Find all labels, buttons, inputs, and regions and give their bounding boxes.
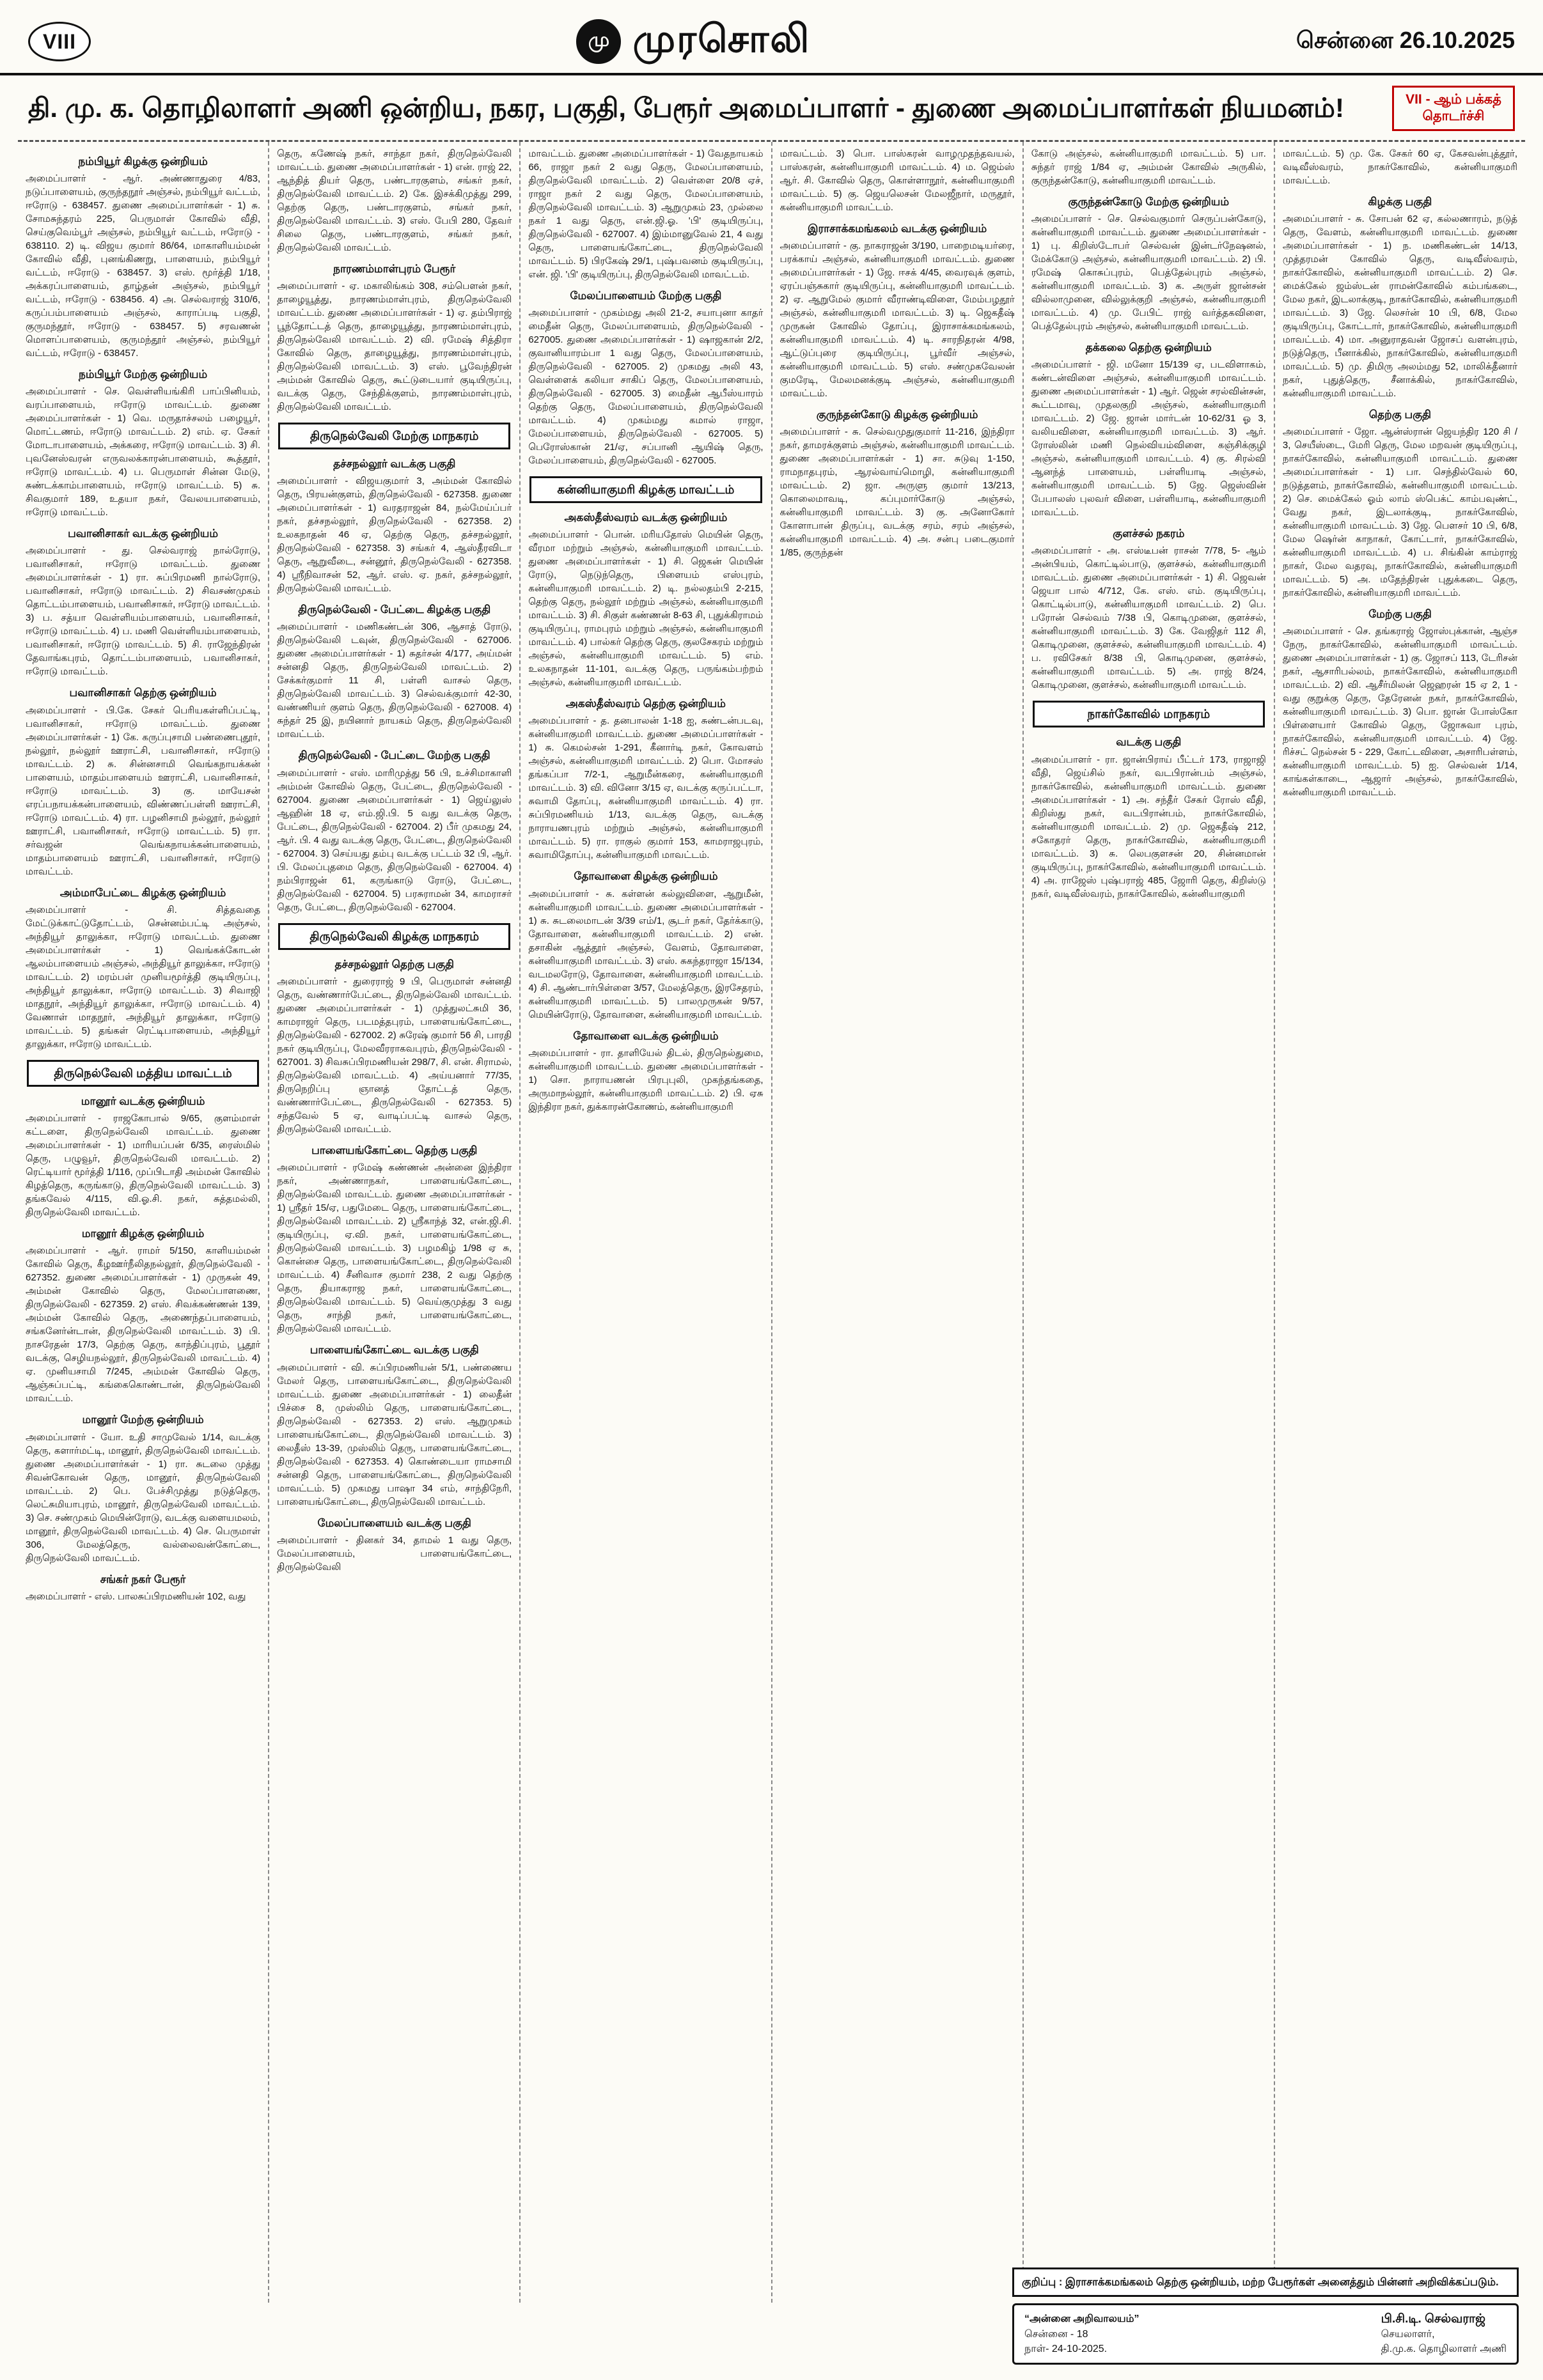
district-heading: நாகர்கோவில் மாநகரம்	[1033, 701, 1265, 727]
body-text: அமைப்பாளர் - சு. செல்வமுதுகுமார் 11-216, இந்திரா நகர், தாமரக்குளம் அஞ்சல், கன்னியாகுமரி மாவட்டம். துணை அமைப்பாளர்கள் - 1) சா. சுடுவு 1-150, ராமநாதபுரம், ஆரல்வாய்மொழி, கன்னியாகுமரி மாவட்டம். 2) ஜா. அருளு குமார் 13/213, கொலைமாவடி, கப்புமார்கோடு அஞ்சல், கன்னியாகுமரி மாவட்டம். 3) கு. அனோகோர் கோளாபான் திருப்பு, வடக்கு சரம், சரம் அஞ்சல், கன்னியாகுமரி மாவட்டம். 4) அ. சன்பு படைகுமார் 1/85, குருந்தன்	[779, 426, 1015, 558]
note-box: குறிப்பு : இராசாக்கமங்கலம் தெற்கு ஒன்றியம், மற்ற பேரூர்கள் அனைத்தும் பின்னர் அறிவிக்கப்படும்.	[1012, 2267, 1519, 2297]
column-5	[1024, 142, 1275, 2303]
section-heading: நாரணம்மாள்புரம் பேரூர்	[333, 262, 456, 275]
section-heading: பவானிசாகர் வடக்கு ஒன்றியம்	[68, 527, 219, 540]
section-heading: குருந்தன்கோடு கிழக்கு ஒன்றியம்	[816, 408, 978, 421]
district-heading: திருநெல்வேலி மத்திய மாவட்டம்	[27, 1060, 259, 1087]
murasoli-logo-icon	[576, 19, 621, 64]
signatory-title: செயலாளர்,	[1381, 2329, 1435, 2340]
body-text: அமைப்பாளர் - தினகர் 34, தாமல் 1 வது தெரு, மேலப்பாளையம், பாளையங்கோட்டை, திருநெல்வேலி	[277, 1534, 512, 1573]
section-heading: குளச்சல் நகரம்	[1113, 527, 1185, 540]
section-heading: தச்சநல்லூர் தெற்கு பகுதி	[334, 958, 455, 970]
district-heading: திருநெல்வேலி கிழக்கு மாநகரம்	[278, 923, 510, 950]
body-text: அமைப்பாளர் - அ. எஸ்டீபன் ராசன் 7/78, 5- ஆம் அன்பியம், கொட்டில்பாடு, குளச்சல், கன்னியாகுமரி மாவட்டம். துணை அமைப்பாளர்கள் - 1) சி. ஜெவன் ஜெயா பால் 4/712, கே. எஸ். எம். குடியிருப்பு, கொட்டில்பாடு, கன்னியாகுமரி மாவட்டம். 2) பெ. பரோன் செல்வம் 7/38 பி, கொடிமுனை, குளச்சல், கன்னியாகுமரி மாவட்டம். 3) கே. வேஜிதர் 112 சி, கொடிமுனை, குளச்சல், கன்னியாகுமரி மாவட்டம். 4) ப. ரவிசேகர் 8/38 பி, கொடிமுனை, குளச்சல், கன்னியாகுமரி மாவட்டம். 5) அ. ராஜ் 8/24, கொடிமுனை, குளச்சல், கன்னியாகுமரி மாவட்டம்.	[1031, 545, 1266, 691]
district-heading: கன்னியாகுமரி கிழக்கு மாவட்டம்	[529, 476, 762, 503]
signatory-name: பி.சி.டி. செல்வராஜ்	[1381, 2312, 1485, 2326]
body-text: அமைப்பாளர் - வி. சுப்பிரமணியன் 5/1, பண்ணைய மேலர் தெரு, பாளையங்கோட்டை, திருநெல்வேலி மாவட்டம். துணை அமைப்பாளர்கள் - 1) லைதீன் பிச்சை 8, முஸ்லிம் தெரு, பாளையங்கோட்டை, திருநெல்வேலி - 627353. 2) எஸ். ஆறுமுகம் பாளையங்கோட்டை, திருநெல்வேலி மாவட்டம். 3) லைதீஸ் 13-39, முஸ்லிம் தெரு, பாளையங்கோட்டை, திருநெல்வேலி - 627353. 4) கொண்டையா ராமசாமி சன்னதி தெரு, பாளையங்கோட்டை, திருநெல்வேலி மாவட்டம். 5) முகமது பாஷா 34 எம், சாந்திநேரி, பாளையங்கோட்டை, திருநெல்வேலி மாவட்டம்.	[277, 1362, 512, 1507]
section-heading: தெற்கு பகுதி	[1368, 408, 1432, 421]
body-text: அமைப்பாளர் - ரா. ஜான்பிராய் பீட்டர் 173, ராஜாஜி வீதி, ஜெய்சில் நகர், வடபிரான்பம் அஞ்சல், நாகர்கோவில், கன்னியாகுமரி மாவட்டம். துணை அமைப்பாளர்கள் - 1) அ. சந்தீர் சேகர் ரோஸ் வீதி, கிறிஸ்து நகர், வடபிரான்பம், நாகர்கோவில், கன்னியாகுமரி மாவட்டம். 2) மு. ஜெகதீஷ் 212, சகோதரர் தெரு, நாகர்கோவில், கன்னியாகுமரி மாவட்டம். 3) சு. லெபகுளசன் 20, சின்னமான் குடியிருப்பு, நாகர்கோவில், கன்னியாகுமரி மாவட்டம். 4) அ. ராஜேஸ் புஷ்பராஜ் 485, ஜோரி தெரு, கிறிஸ்டு நகர், வடிவீஸ்வரம், நாகர்கோவில், கன்னியாகுமரி	[1031, 754, 1266, 899]
district-heading: திருநெல்வேலி மேற்கு மாநகரம்	[278, 423, 510, 449]
body-text: அமைப்பாளர் - செ. தங்கராஜ் ஜோஸ்புக்கான், ஆஞ்ச நேரு, நாகர்கோவில், கன்னியாகுமரி மாவட்டம். துணை அமைப்பாளர்கள் - 1) கு. ஜோசப் 113, டேரிசன் நகர், ஆசாரிபல்லம், நாகர்கோவில், கன்னியாகுமரி மாவட்டம். 2) வி. ஆசீர்மிலன் ஜெஹரன் 15 ஏ 2, 1 - வது குறுக்கு தெரு, தேரேனன் நகர், நாகர்கோவில், கன்னியாகுமரி மாவட்டம். 3) பொ. ஜான் போஸ்கோ பிள்ளையார் கோவில் தெரு, ஜோசுவா புரம், நாகர்கோவில், கன்னியாகுமரி மாவட்டம். 4) ஜே. ரிச்சட் நெல்சன் 5 - 229, கோட்டவிளை, அசாரிபள்ளம், கன்னியாகுமரி மாவட்டம். 5) ஐ. செல்வன் 1/14, காங்கள்காடை, ஆஜார் அஞ்சல், நாகர்கோவில், கன்னியாகுமரி மாவட்டம்.	[1282, 626, 1518, 798]
body-text: அமைப்பாளர் - சி. சித்தவதை மேட்டுக்காட்டுதோட்டம், சென்னம்பட்டி அஞ்சல், அந்தியூர் தாலுக்கா, ஈரோடு மாவட்டம். துணை அமைப்பாளர்கள் - 1) வெங்கக்கோடன் ஆலம்பாளையம் அஞ்சல், அந்தியூர் தாலுக்கா, ஈரோடு மாவட்டம். 2) மரம்பள் முனியமூர்த்தி குடியிருப்பு, அந்தியூர் தாலுக்கா, ஈரோடு மாவட்டம். 3) சிவாஜி மாதநூர், அந்தியூர் தாலுக்கா, ஈரோடு மாவட்டம். 4) வேணாள் மாதநூர், அந்தியூர் தாலுக்கா, ஈரோடு மாவட்டம். 5) தங்கள் ரெட்டிபாளையம், அந்தியூர் தாலுக்கா, ஈரோடு மாவட்டம்.	[26, 904, 261, 1050]
columns	[18, 140, 1525, 2303]
body-text: அமைப்பாளர் - ஜோ. ஆன்ஸ்ரான் ஜெயந்திர 120 சி / 3, செயீஸ்டை, மேரி தெரு, மேல மறவன் குடியிருப்பு, நாகர்கோவில், கன்னியாகுமரி மாவட்டம். துணை அமைப்பாளர்கள் - 1) பா. செந்தில்வேல் 60, நடுத்தளம், நாகர்கோவில், கன்னியாகுமரி மாவட்டம். 2) செ. மைக்கேல் ஓம் லாம் ஸ்பெக்ட் காம்பவுண்ட், வேது நகர், இடலாக்குடி, நாகர்கோவில், கன்னியாகுமரி மாவட்டம். 3) ஜே. பௌசர் 10 பி, 6/8, மேல ஷெர்ன் காநாகர், கோட்டார், நாகர்கோவில், கன்னியாகுமரி மாவட்டம். 4) ப. சிங்கின் காம்ராஜ் நாகர், மேல வதரவு, நாகர்கோவில், கன்னியாகுமரி மாவட்டம். 5) அ. மதேந்திரன் புதுக்கடை தெரு, நாகர்கோவில், கன்னியாகுமரி மாவட்டம்.	[1282, 426, 1518, 598]
city-and-date: சென்னை 26.10.2025	[1296, 26, 1515, 53]
section-heading: தோவாளை கிழக்கு ஒன்றியம்	[574, 870, 718, 883]
body-text: அமைப்பாளர் - ராஜகோபால் 9/65, குளம்மாள் கட்டளை, திருநெல்வேலி மாவட்டம். துணை அமைப்பாளர்கள் - 1) மாரியப்பன் 6/35, ரைஸ்மில் தெரு, பழுவூர், திருநெல்வேலி மாவட்டம். 2) ரெட்டியார் மூர்த்தி 1/116, முப்பிடாதி அம்மன் கோவில் கிழத்தெரு, கருங்காடு, திருநெல்வேலி மாவட்டம். 3) தங்கவேல் 4/115, வி.ஓ.சி. நகர், சுத்தமல்லி, திருநெல்வேலி மாவட்டம்.	[26, 1113, 261, 1218]
main-headline: தி. மு. க. தொழிலாளர் அணி ஒன்றிய, நகர, பகுதி, பேரூர் அமைப்பாளர் - துணை அமைப்பாளர்கள் நியமனம்!	[28, 93, 1344, 123]
section-heading: மேற்கு பகுதி	[1368, 608, 1432, 620]
section-heading: சங்கர் நகர் பேரூர்	[100, 1573, 186, 1585]
headline-row	[0, 75, 1543, 140]
column-3	[521, 142, 772, 2303]
body-text: அமைப்பாளர் - ரமேஷ் கண்ணன் அன்னை இந்திரா நகர், அண்ணாநகர், பாளையங்கோட்டை, திருநெல்வேலி மாவட்டம். துணை அமைப்பாளர்கள் - 1) ஸ்ரீதர் 15/ஏ, பதுமேடை தெரு, பாளையங்கோட்டை, திருநெல்வேலி மாவட்டம். 2) ஸ்ரீகாந்த் 32, என்.ஜி.சி. குடியிருப்பு, ஏ.வி. நகர், பாளையங்கோட்டை, திருநெல்வேலி மாவட்டம். 3) பழமகிழ் 1/98 ஏ சு, கொன்சை தெரு, பாளையங்கோட்டை, திருநெல்வேலி மாவட்டம். 4) சீனிவாச குமார் 238, 2 வது தெற்கு தெரு, தியாகராஜ நகர், பாளையங்கோட்டை, திருநெல்வேலி மாவட்டம். 5) வெய்குமுத்து 3 வது தெரு, சாந்தி நகர், பாளையங்கோட்டை, திருநெல்வேலி மாவட்டம்.	[277, 1162, 512, 1335]
section-heading: வடக்கு பகுதி	[1116, 736, 1182, 749]
body-text: அமைப்பாளர் - ஆர். ராமர் 5/150, காளியம்மன் கோவில் தெரு, கீழஊர்நீலிதநல்லூர், திருநெல்வேலி - 627352. துணை அமைப்பாளர்கள் - 1) முருகன் 49, அம்மன் கோவில் தெரு, மேலப்பாளணை, திருநெல்வேலி - 627359. 2) எஸ். சிவக்கண்ணன் 139, அம்மன் கோவில் தெரு, அணைந்தப்பாளையம், சங்கனேர்ன்டான், திருநெல்வேலி மாவட்டம். 3) பி. நாசரேதன் 17/3, தெற்கு தெரு, காந்திப்புரம், பூதூர் வடக்கு, செழியநல்லூர், திருநெல்வேலி மாவட்டம். 4) ஏ. முனியசாமி 7/245, அம்மன் கோவில் தெரு, ஆஞ்சுப்பட்டி, கங்கைகொண்டான், திருநெல்வேலி மாவட்டம்.	[26, 1245, 261, 1404]
column-6	[1275, 142, 1525, 2303]
section-heading: தச்சநல்லூர் வடக்கு பகுதி	[333, 457, 456, 470]
masthead-title: முரசொலி	[632, 17, 811, 60]
section-heading: மானூர் கிழக்கு ஒன்றியம்	[81, 1227, 205, 1240]
body-text: அமைப்பாளர் - சு. கள்ளன் கல்லுவிளை, ஆறுமீன், கன்னியாகுமரி மாவட்டம். துணை அமைப்பாளர்கள் - 1) சு. சுடலைமாடன் 3/39 எம்/1, சூடர் நகர், தேர்க்காடு, தோவாளை, கன்னியாகுமரி மாவட்டம். 2) என். தசாகின் ஆத்தூர் அஞ்சல், வேளம், தோவாளை, கன்னியாகுமரி மாவட்டம். 3) எஸ். சுகந்தராஜா 15/134, வடமலரோடு, தோவாளை, கன்னியாகுமரி மாவட்டம். 4) சி. ஆண்டார்பிள்ளை 3/57, மேலத்தெரு, இரசேதரம், கன்னியாகுமரி மாவட்டம். 5) பாலமுருகன் 9/57, மெயின்ரோடு, தோவாளை, கன்னியாகுமரி மாவட்டம்.	[528, 888, 764, 1020]
column-2	[269, 142, 521, 2303]
body-text: அமைப்பாளர் - யோ. உதி சாமுவேல் 1/14, வடக்கு தெரு, களார்மட்டி, மானூர், திருநெல்வேலி மாவட்டம். துணை அமைப்பாளர்கள் - 1) ரா. சுடலை முத்து சிவன்கோவன் தெரு, மானூர், திருநெல்வேலி மாவட்டம். 2) பெ. பேச்சிமுத்து நடுத்தெரு, லெட்சுமியாபுரம், மானூர், திருநெல்வேலி மாவட்டம். 3) செ. சண்முகம் மெயின்ரோடு, வடக்கு வளையமலம், மானூர், திருநெல்வேலி மாவட்டம். 4) செ. பெருமாள் 306, மேலத்தெரு, வல்லைவன்கோட்டை, திருநெல்வேலி மாவட்டம்.	[26, 1431, 261, 1564]
section-heading: பாளையங்கோட்டை தெற்கு பகுதி	[311, 1144, 478, 1157]
body-text: அமைப்பாளர் - விஜயகுமார் 3, அம்மன் கோவில் தெரு, பிரயன்குளம், திருநெல்வேலி - 627358. துணை அமைப்பாளர்கள் - 1) வரதராஜன் 84, நல்மேய்ப்பர் நகர், தச்சநல்லூர், திருநெல்வேலி - 627358. 2) உலகநாதன் 46 ஏ, தெற்கு தெரு, தச்சநல்லூர், திருநெல்வேலி - 627358. 3) சங்கர் 4, ஆஸ்தீரவிடா தெரு, ஆறுவீடை, சன்னூர், திருநெல்வேலி - 627358. 4) ஸ்ரீநிவாசன் 52, ஆர். எஸ். ஏ. நகர், தச்சநல்லூர், திருநெல்வேலி மாவட்டம்.	[277, 476, 512, 595]
footer-overlay	[1012, 2267, 1519, 2365]
signature-right	[1381, 2312, 1507, 2356]
body-text: அமைப்பாளர் - த. தனபாலன் 1-18 ஐ, சுண்டன்படவு, கன்னியாகுமரி மாவட்டம். துணை அமைப்பாளர்கள் - 1) சு. கெமல்சன் 1-291, கீனார்டி நகர், கோவளம் அஞ்சல், கன்னியாகுமரி மாவட்டம். 2) பொ. மோசஸ் தங்கப்பா 7/2-1, ஆறுமீன்கரை, கன்னியாகுமரி மாவட்டம். 3) வி. வினோ 3/15 ஏ, வடக்கு கருப்பட்டா, சுவாமி தோப்பு, கன்னியாகுமரி மாவட்டம். 4) ரா. சுப்பிரமணியம் 1/13, வடக்கு தெரு, வடக்கு நாராயணபுரம் மற்றும் அஞ்சல், கன்னியாகுமரி மாவட்டம். 5) ரா. ராகுல் குமார் 153, காமராஜபுரம், சுவாமிதோப்பு, கன்னியாகுமரி மாவட்டம்.	[528, 715, 764, 861]
body-text: அமைப்பாளர் - ஜி. மனோ 15/139 ஏ, படவிளாகம், கண்டன்விளை அஞ்சல், கன்னியாகுமரி மாவட்டம். துணை அமைப்பாளர்கள் - 1) ஆர். ஜென் சரல்வின்சன், கூட்டமாவு, முதலகுறி அஞ்சல், கன்னியாகுமரி மாவட்டம். 2) ஜே. ஜான் மார்டன் 10-62/31 ஓ 3, வலியவிளை, கன்னியாகுமரி மாவட்டம். 3) ஆர். ரோஸ்லின் மணி நெல்வியம்விளை, கஞ்சிக்குழி அஞ்சல், கன்னியாகுமரி மாவட்டம். 4) கு. சிரல்வி ஆனந்த் பாளையம், பள்ளியாடி அஞ்சல், கன்னியாகுமரி மாவட்டம். 5) ஜே. ஜெஸ்வின் பேபாலஸ் புலவர் விளை, பள்ளியாடி, கன்னியாகுமரி மாவட்டம்.	[1031, 359, 1266, 518]
section-heading: மேலப்பாளையம் மேற்கு பகுதி	[570, 289, 722, 302]
body-text: அமைப்பாளர் - மணிகண்டன் 306, ஆசாத் ரோடு, திருநெல்வேலி டவுன், திருநெல்வேலி - 627006. துணை அமைப்பாளர்கள் - 1) சுதர்சன் 4/177, அய்மன் சன்னதி தெரு, திருநெல்வேலி மாவட்டம். 2) சேக்கர்குமார் 11 சி, பள்ளி வாசல் தெரு, திருநெல்வேலி மாவட்டம். 3) செல்வக்குமார் 42-30, வண்ணியர் குளம் தெரு, திருநெல்வேலி - 627008. 4) சுந்தர் 25 இ, நயினார் நாயகம் தெரு, திருநெல்வேலி மாவட்டம்.	[277, 621, 512, 740]
continued-from-box: VII - ஆம் பக்கத் தொடர்ச்சி	[1392, 86, 1515, 131]
column-1	[18, 142, 269, 2303]
section-heading: நம்பியூர் மேற்கு ஒன்றியம்	[78, 368, 208, 380]
section-heading: கிழக்கு பகுதி	[1368, 195, 1432, 208]
body-text: மாவட்டம். 3) பொ. பாஸ்கரன் வாழமுதந்தவயல், பாஸ்கரன், கன்னியாகுமரி மாவட்டம். 4) ம. ஜெம்ஸ் ஆர். சி. கோவில் தெரு, கொள்ளாநூர், கன்னியாகுமரி மாவட்டம். 5) கு. ஜெயலெசன் மேலஜீநார், மருதூர், கன்னியாகுமரி மாவட்டம்.	[779, 148, 1015, 213]
body-text: அமைப்பாளர் - சு. சோபன் 62 ஏ, கல்லணாரம், நடுத் தெரு, வேளம், கன்னியாகுமரி மாவட்டம். துணை அமைப்பாளர்கள் - 1) ந. மணிகண்டன் 14/13, முத்தரமன் கோவில் தெரு, வடிவீஸ்வரம், நாகர்கோவில், கன்னியாகுமரி மாவட்டம். 2) செ. மைக்கேல் ஜம்ஸ்டன் ராமன்கோவில் கம்பங்கடை, மேல நகர், இடலாக்குடி, நாகர்கோவில், கன்னியாகுமரி மாவட்டம். 3) ஜே. லெசர்ன் 10 பி, 6/8, மேல குடியிருப்பு, கோட்டார், நாகர்கோவில், கன்னியாகுமரி மாவட்டம். 4) மா. அனுராதவன் ஜோசப் வளன்புரம், நடுத்தெரு, பீனாக்கில், நாகர்கோவில், கன்னியாகுமரி மாவட்டம். 5) மு. திமிரு அலம்மது 52, மாலிக்தீனார் நகர், புதுத்தெரு, சீனாக்கில், நாகர்கோவில், கன்னியாகுமரி மாவட்டம்.	[1282, 213, 1518, 399]
body-text: அமைப்பாளர் - எஸ். பாலசுப்பிரமணியன் 102, வது	[26, 1591, 246, 1602]
page-number-badge	[28, 22, 91, 61]
section-heading: பாளையங்கோட்டை வடக்கு பகுதி	[309, 1344, 479, 1357]
signatory-org: தி.மு.க. தொழிலாளர் அணி	[1381, 2343, 1507, 2354]
office-city: சென்னை - 18	[1024, 2328, 1088, 2340]
body-text: அமைப்பாளர் - பொன். மரியதோஸ் மெயின் தெரு, வீரமா மற்றும் அஞ்சல், கன்னியாகுமரி மாவட்டம். துணை அமைப்பாளர்கள் - 1) சி. ஜெகன் மெயின் ரோடு, நெடுந்தெரு, பிளையம் எஸ்புரம், கன்னியாகுமரி மாவட்டம். 2) டி. நல்லதம்பி 2-215, தெற்கு தெரு, நல்லூர் மற்றும் அஞ்சல், கன்னியாகுமரி மாவட்டம். 3) சி. சிகுள் கண்ணன் 8-63 சி, புதுக்கிராமம் குடியிருப்பு, ராமபுரம் மற்றும் அஞ்சல், கன்னியாகுமரி மாவட்டம். 4) பால்கர் தெற்கு தெரு, குலசேகரம் மற்றும் அஞ்சல், கன்னியாகுமரி மாவட்டம். 5) எம். உலகநாதன் 11-101, வடக்கு தெரு, பருங்கம்பற்றம் அஞ்சல், கன்னியாகுமரி மாவட்டம்.	[528, 529, 764, 688]
section-heading: தக்கலை தெற்கு ஒன்றியம்	[1085, 341, 1212, 354]
body-text: அமைப்பாளர் - செ. வெள்ளியங்கிரி பாப்பினியம், வரப்பாளையம், ஈரோடு மாவட்டம். துணை அமைப்பாளர்கள் - 1) வெ. மருதாச்சலம் பழையூர், மொட்டணம், ஈரோடு மாவட்டம். 2) எம். ஏ. சேகர் மோடாபாளையம், அக்கரை, ஈரோடு மாவட்டம். 3) சி. புவனேஸ்வரன் எருவலக்காரன்பாளையம், கூத்தூர், ஈரோடு மாவட்டம். 4) ப. பெருமாள் சின்ன மேடு, சுண்டக்காம்பாளையம், ஈரோடு மாவட்டம். 5) சு. சிவகுமார் 189, உதயா நகர், வேலயபாளையம், ஈரோடு மாவட்டம்.	[26, 386, 261, 518]
body-text: அமைப்பாளர் - செ. செல்வகுமார் செருப்பன்கோடு, கன்னியாகுமரி மாவட்டம். துணை அமைப்பாளர்கள் - 1) பு. கிறிஸ்டோபர் செல்வன் இன்டர்நேஷனல், மேக்கோடு அஞ்சல், கன்னியாகுமரி மாவட்டம். 2) பி. ரமேஷ் கொசுப்புரம், பெத்தேல்புரம் அஞ்சல், கன்னியாகுமரி மாவட்டம். 3) க. அருள் ஜான்சன் வில்லாமுனை, வில்லுக்குறி அஞ்சல், கன்னியாகுமரி மாவட்டம். 4) மு. பேபிட் ராஜ் வர்த்தகவிளை, பெத்தேல்புரம் அஞ்சல், கன்னியாகுமரி மாவட்டம்.	[1031, 213, 1266, 332]
body-text: தெரு, கணேஷ் நகர், சாந்தா நகர், திருநெல்வேலி மாவட்டம். துணை அமைப்பாளர்கள் - 1) என். ராஜ் 22, ஆந்தித் தியர் தெரு, பண்டாரகுளம், சங்கர் நகர், திருநெல்வேலி மாவட்டம். 2) கே. இசக்கிமுத்து 299, தெற்கு தெரு, பண்டாரகுளம், சங்கர் நகர், திருநெல்வேலி மாவட்டம். 3) எஸ். பேபி 280, தேவர் சிலை தெரு, பண்டாரகுளம், சங்கர் நகர், திருநெல்வேலி மாவட்டம்.	[277, 148, 512, 253]
section-heading: மேலப்பாளையம் வடக்கு பகுதி	[317, 1516, 471, 1529]
section-heading: அகஸ்தீஸ்வரம் தெற்கு ஒன்றியம்	[565, 697, 726, 710]
section-heading: மானூர் மேற்கு ஒன்றியம்	[82, 1413, 204, 1426]
section-heading: குருந்தன்கோடு மேற்கு ஒன்றியம்	[1068, 195, 1230, 208]
notice-date: நாள்- 24-10-2025.	[1024, 2343, 1108, 2354]
body-text: மாவட்டம். 5) மு. கே. சேகர் 60 ஏ, கேசவன்புத்தூர், வடிவீஸ்வரம், நாகர்கோவில், கன்னியாகுமரி மாவட்டம்.	[1282, 148, 1518, 186]
body-text: கோடு அஞ்சல், கன்னியாகுமரி மாவட்டம். 5) பா. சுந்தர் ராஜ் 1/84 ஏ, அம்மன் கோவில் அருகில், குருந்தன்கோடு, கன்னியாகுமரி மாவட்டம்.	[1031, 148, 1266, 186]
logo-glyph: மு	[588, 29, 610, 51]
body-text: அமைப்பாளர் - ஆர். அண்ணாதுரை 4/83, நடுப்பாளையம், குருந்தநூர் அஞ்சல், நம்பியூர் வட்டம், ஈரோடு - 638457. துணை அமைப்பாளர்கள் - 1) சு. சோமசுந்தரம் 225, பெருமாள் கோவில் வீதி, செய்குவெம்பூர் அஞ்சல், நம்பியூர் வட்டம், ஈரோடு - 638110. 2) டி. விஜய குமார் 86/64, மாகாளியம்மன் கோவில் வீதி, புனங்கிணறு, பாளையம், நம்பியூர் வட்டம், ஈரோடு - 638457. 3) எஸ். மூர்த்தி 1/18, அக்கரப்பாளையம், தாழ்தன் அஞ்சல், நம்பியூர் வட்டம், ஈரோடு - 638456. 4) அ. செல்வராஜ் 310/6, கருப்பம்பாளையம் அஞ்சல், காராப்படி பகுதி, குருமந்தூர், ஈரோடு - 638457. 5) சரவணன் மொளப்பாளையம், குருமந்தூர் அஞ்சல், நம்பியூர் வட்டம், ஈரோடு - 638457.	[26, 173, 261, 359]
section-heading: தோவாளை வடக்கு ஒன்றியம்	[573, 1029, 719, 1042]
section-heading: நம்பியூர் கிழக்கு ஒன்றியம்	[78, 155, 208, 167]
signature-left	[1024, 2312, 1140, 2356]
body-text: அமைப்பாளர் - து. செல்வராஜ் நால்ரோடு, பவானிசாகர், ஈரோடு மாவட்டம். துணை அமைப்பாளர்கள் - 1) ரா. சுப்பிரமணி நால்ரோடு, பவானிசாகர், ஈரோடு மாவட்டம். 2) சிவசண்முகம் தொட்டம்பாளையம், பவானிசாகர், ஈரோடு மாவட்டம். 3) ப. சத்யா வெள்ளியம்பாளையம், பவானிசாகர், ஈரோடு மாவட்டம். 4) ப. மணி வெள்ளியம்பாளையம், பவானிசாகர், ஈரோடு மாவட்டம். 5) சி. ராஜேந்திரன் தேவாங்கபுரம், தொட்டம்பாளையம், பவானிசாகர், ஈரோடு மாவட்டம்.	[26, 545, 261, 678]
body-text: அமைப்பாளர் - பி.கே. சேகர் பெரியகள்ளிப்பட்டி, பவானிசாகர், ஈரோடு மாவட்டம். துணை அமைப்பாளர்கள் - 1) கே. கருப்புசாமி பண்ணைபுதூர், நல்லூர், நல்லூர் ஊராட்சி, பவானிசாகர், ஈரோடு மாவட்டம். 2) சு. சின்னசாமி வெங்கநாயக்கன் பாளையம், மாதம்பாளையம் ஊராட்சி, பவானிசாகர், ஈரோடு மாவட்டம். 3) கு. மாயேசன் எரப்பநாயக்கன்பாளையம், விண்ணப்பள்ளி ஊராட்சி, ஈரோடு மாவட்டம். 4) ரா. பழனிசாமி நல்லூர், நல்லூர் ஊராட்சி, பவானிசாகர், ஈரோடு மாவட்டம். 5) ரா. சர்வஜன் வெங்கநாயக்கன்பாளையம், மாதம்பாளையம் ஊராட்சி, பவானிசாகர், ஈரோடு மாவட்டம்.	[26, 704, 261, 877]
body-text: அமைப்பாளர் - எஸ். மாரிமுத்து 56 பி, உச்சிமாகாளி அம்மன் கோவில் தெரு, பேட்டை, திருநெல்வேலி - 627004. துணை அமைப்பாளர்கள் - 1) ஜெய்லுஸ் ஆஹின் 18 ஏ, எம்.ஜி.பி. 5 வது வடக்கு தெரு, பேட்டை, திருநெல்வேலி - 627004. 2) பீர் முகமது 24, ஆர். பி. 4 வது வடக்கு தெரு, பேட்டை, திருநெல்வேலி - 627004. 3) செய்யது தம்பு வடக்கு பட்டம் 32 பி, ஆர். பி. மேலப்புதமை தெரு, திருநெல்வேலி - 627004. 4) நம்பிராஜன் 61, கருங்காடு ரோடு, பேட்டை, திருநெல்வேலி - 627004. 5) பரசுராமன் 34, காமராசர் தெரு, பேட்டை, திருநெல்வேலி - 627004.	[277, 767, 512, 913]
body-text: அமைப்பாளர் - முகம்மது அலி 21-2, சயாபுனா காதர் மைதீன் தெரு, மேலப்பாளையம், திருநெல்வேலி - 627005. துணை அமைப்பாளர்கள் - 1) ஷாஜகான் 2/2, குவானியாரம்பா 1 வது தெரு, மேலப்பாளையம், திருநெல்வேலி - 627005. 2) முகமது அலி 43, வெள்ளைக் கலியா சாகிப் தெரு, மேலப்பாளையம், திருநெல்வேலி - 627005. 3) மைதீன் ஆபீஸ்யாரம் தெற்கு தெரு, மேலப்பாளையம், திருநெல்வேலி மாவட்டம். 4) முகம்மது கமால் ராஜா, மேலப்பாளையம், திருநெல்வேலி - 627005. 5) பெரோஸ்கான் 21/ஏ, சப்பானி ஆயிஷ் தெரு, மேலப்பாளையம், திருநெல்வேலி - 627005.	[528, 307, 764, 466]
section-heading: அம்மாபேட்டை கிழக்கு ஒன்றியம்	[59, 886, 226, 899]
section-heading: மானூர் வடக்கு ஒன்றியம்	[81, 1094, 205, 1107]
masthead-wrap	[576, 17, 810, 66]
section-heading: இராசாக்கமங்கலம் வடக்கு ஒன்றியம்	[807, 222, 987, 235]
section-heading: அகஸ்தீஸ்வரம் வடக்கு ஒன்றியம்	[564, 511, 728, 524]
section-heading: பவானிசாகர் தெற்கு ஒன்றியம்	[69, 687, 217, 699]
section-heading: திருநெல்வேலி - பேட்டை மேற்கு பகுதி	[298, 749, 490, 762]
signature-box	[1012, 2303, 1519, 2365]
body-text: அமைப்பாளர் - கு. நாகராஜன் 3/190, பாறைமடியர்ரை, பரக்காய் அஞ்சல், கன்னியாகுமரி மாவட்டம். துணை அமைப்பாளர்கள் - 1) ஜே. ஈசக் 4/45, வைரவுக் குளம், ஏரப்பஞ்சுகார் குடியிருப்பு, கன்னியாகுமரி மாவட்டம். 2) ஏ. ஆறுமேல் குமார் வீராண்டிவிளை, மேம்பழதூர் அஞ்சல், கன்னியாகுமரி மாவட்டம். 3) டி. ஜெகதீஷ் முருகன் கோவில் தோப்பு, இராசாக்கமங்கலம், கன்னியாகுமரி மாவட்டம். 4) டி. சாரநிதரன் 4/98, ஆட்டுப்புரை குடியிருப்பு, பூர்வீர் அஞ்சல், கன்னியாகுமரி மாவட்டம். 5) எஸ். சண்முகவேலன் குமரேடி, மேலமனக்குடி அஞ்சல், கன்னியாகுமரி மாவட்டம்.	[779, 240, 1015, 399]
column-4	[772, 142, 1024, 2303]
office-name: “அன்னை அறிவாலயம்”	[1024, 2314, 1140, 2325]
body-text: அமைப்பாளர் - துரைராஜ் 9 பி, பெருமாள் சன்னதி தெரு, வண்ணார்பேட்டை, திருநெல்வேலி மாவட்டம். துணை அமைப்பாளர்கள் - 1) முத்துலட்சுமி 36, காமராஜர் தெரு, படமத்தபுரம், பாளையங்கோட்டை, திருநெல்வேலி - 627002. 2) சுரேஷ் குமார் 56 சி, பாரதி நகர் குடியிருப்பு, மேலவீரராகவபுரம், திருநெல்வேலி - 627001. 3) சிவசுப்பிரமணியன் 298/7, சி. என். சிராமல், திருநெல்வேலி மாவட்டம். 4) அய்யனார் 77/35, திருநெறிப்பு ஞானத் தோட்டத் தெரு, வண்ணார்பேட்டை, திருநெல்வேலி - 627353. 5) சந்தவேல் 5 ஏ, வாடிப்பட்டி வாசல் தெரு, திருநெல்வேலி மாவட்டம்.	[277, 976, 512, 1135]
section-heading: திருநெல்வேலி - பேட்டை கிழக்கு பகுதி	[298, 603, 491, 616]
top-bar	[0, 0, 1543, 75]
body-text: மாவட்டம். துணை அமைப்பாளர்கள் - 1) வேதநாயகம் 66, ராஜா நகர் 2 வது தெரு, மேலப்பாளையம், திருநெல்வேலி மாவட்டம். 2) வெள்ளை 20/8 ஏச், ராஜா நகர் 2 வது தெரு, மேலப்பாளையம், திருநெல்வேலி மாவட்டம். 3) ஆறுமுகம் 23, முல்லை நகர் 1 வது தெரு, என்.ஜி.ஓ. 'பி' குடியிருப்பு, திருநெல்வேலி - 627007. 4) இம்மானுவேல் 21, 4 வது தெரு, பாளையங்கோட்டை, திருநெல்வேலி மாவட்டம். 5) பிரகேஷ் 29/1, புஷ்பவனம் குடியிருப்பு, என். ஜி. 'பி' குடியிருப்பு, திருநெல்வேலி மாவட்டம்.	[528, 148, 764, 280]
page-number: VIII	[42, 29, 76, 53]
body-text: அமைப்பாளர் - ரா. தாளியேல் திடல், திருநெல்துமை, கன்னியாகுமரி மாவட்டம். துணை அமைப்பாளர்கள் - 1) சொ. நாராயணன் பிரபுபுலி, முகந்தங்கதை, அருமாநல்லூர், கன்னியாகுமரி மாவட்டம். 2) பி. ஏசு இந்திரா நகர், துக்காரன்கோணம், கன்னியாகுமரி	[528, 1047, 764, 1112]
body-text: அமைப்பாளர் - ஏ. மகாலிங்கம் 308, சம்பௌன் நகர், தாழையூத்து, நாரணம்மாள்புரம், திருநெல்வேலி மாவட்டம். துணை அமைப்பாளர்கள் - 1) ஏ. தம்பிராஜ் பூந்தோட்டத் தெரு, தாழையூத்து, நாரணம்மாள்புரம், திருநெல்வேலி மாவட்டம். 2) வி. ரமேஷ் சித்திரா கோவில் தெரு, தாழையூத்து, நாரணம்மாள்புரம், திருநெல்வேலி மாவட்டம். 3) எஸ். பூவேந்திரன் அம்மன் கோவில் தெரு, கூட்டுடையார் குடியிருப்பு, வடக்கு தெரு, சேந்திக்குளம், நாரணம்மாள்புரம், திருநெல்வேலி மாவட்டம்.	[277, 280, 512, 412]
